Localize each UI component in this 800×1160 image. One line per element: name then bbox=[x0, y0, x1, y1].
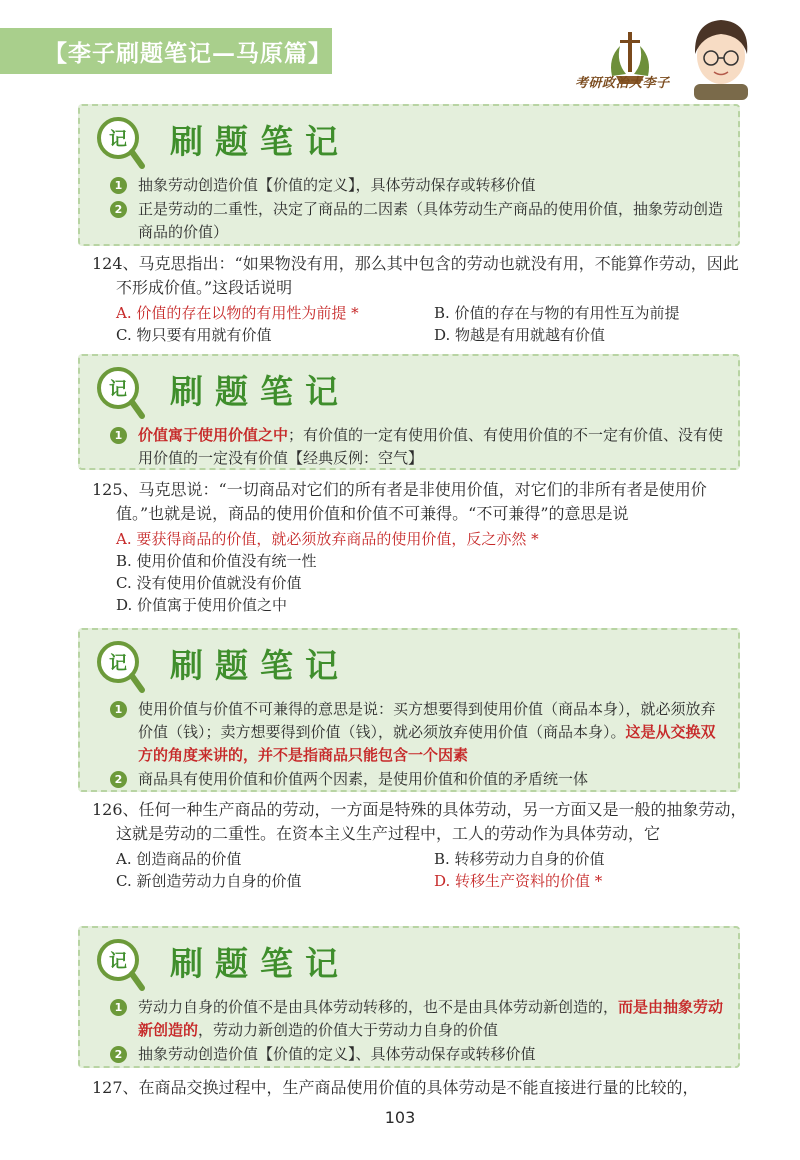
number-bullet-icon: 1 bbox=[110, 177, 127, 194]
option-d: D. 物越是有用就越有价值 bbox=[434, 326, 606, 344]
options bbox=[116, 302, 752, 346]
note-box-2 bbox=[78, 354, 740, 470]
note-text: 正是劳动的二重性，决定了商品的二因素（具体劳动生产商品的使用价值，抽象劳动创造商品的价值） bbox=[138, 200, 724, 241]
note-text: 劳动力自身的价值不是由具体劳动转移的，也不是由具体劳动新创造的， bbox=[138, 998, 619, 1016]
option-b: B. 价值的存在与物的有用性互为前提 bbox=[434, 304, 680, 322]
note-text-highlight: 这是从交换双方的角度来讲的，并不是指商品只能包含一个因素 bbox=[138, 723, 716, 764]
question-124 bbox=[92, 252, 752, 346]
badge-text: 记 bbox=[109, 129, 127, 150]
note-text: 抽象劳动创造价值【价值的定义】、具体劳动保存或转移价值 bbox=[138, 1045, 536, 1063]
note-text: 商品具有使用价值和价值两个因素，是使用价值和价值的矛盾统一体 bbox=[138, 770, 589, 788]
note-box-4 bbox=[78, 926, 740, 1068]
option-a: A. 创造商品的价值 bbox=[116, 850, 242, 868]
question-125 bbox=[92, 478, 752, 616]
question-stem: 125、马克思说：“一切商品对它们的所有者是非使用价值，对它们的非所有者是使用价值。”也就是说，商品的使用价值和价值不可兼得。“不可兼得”的意思是说 bbox=[92, 480, 707, 523]
option-a: A. 要获得商品的价值，就必须放弃商品的使用价值，反之亦然 * bbox=[116, 530, 539, 548]
option-c: C. 新创造劳动力自身的价值 bbox=[116, 872, 302, 890]
magnifier-badge-icon bbox=[92, 934, 146, 992]
magnifier-badge-icon bbox=[92, 636, 146, 694]
number-bullet-icon: 2 bbox=[110, 1046, 127, 1063]
note-text: ；有价值的一定有使用价值、有使用价值的不一定有价值、没有使用价值的一定没有价值【经典反例：空气】 bbox=[138, 426, 724, 467]
note-box-1 bbox=[78, 104, 740, 246]
note-text-highlight: 而是由抽象劳动新创造的 bbox=[138, 998, 724, 1039]
header-title: 【李子刷题笔记—马原篇】 bbox=[44, 39, 332, 67]
note-item bbox=[80, 174, 738, 197]
option-d: D. 价值寓于使用价值之中 bbox=[116, 596, 288, 614]
note-item bbox=[80, 198, 738, 244]
note-text: 使用价值与价值不可兼得的意思是说：买方想要得到使用价值（商品本身），就必须放弃价值（钱）；卖方想要得到价值（钱），就必须放弃使用价值（商品本身）。 bbox=[138, 700, 716, 741]
note-header bbox=[80, 928, 738, 996]
note-title: 刷题笔记 bbox=[170, 122, 350, 161]
note-header bbox=[80, 630, 738, 698]
option-d: D. 转移生产资料的价值 * bbox=[434, 872, 603, 890]
badge-text: 记 bbox=[109, 951, 127, 972]
magnifier-badge-icon bbox=[92, 112, 146, 170]
option-b: B. 使用价值和价值没有统一性 bbox=[116, 552, 317, 570]
badge-text: 记 bbox=[109, 653, 127, 674]
note-text-highlight: 价值寓于使用价值之中 bbox=[138, 426, 289, 444]
header-bar bbox=[0, 28, 332, 74]
note-item bbox=[80, 768, 738, 791]
note-text: 抽象劳动创造价值【价值的定义】，具体劳动保存或转移价值 bbox=[138, 176, 536, 194]
options bbox=[116, 848, 752, 892]
note-item bbox=[80, 424, 738, 470]
option-a: A. 价值的存在以物的有用性为前提 * bbox=[116, 304, 359, 322]
option-c: C. 物只要有用就有价值 bbox=[116, 326, 272, 344]
question-stem: 124、马克思指出：“如果物没有用，那么其中包含的劳动也就没有用，不能算作劳动，因此不形成价值。”这段话说明 bbox=[92, 254, 739, 297]
note-item bbox=[80, 1043, 738, 1066]
note-title: 刷题笔记 bbox=[170, 944, 350, 983]
option-b: B. 转移劳动力自身的价值 bbox=[434, 850, 605, 868]
number-bullet-icon: 1 bbox=[110, 427, 127, 444]
note-item bbox=[80, 698, 738, 767]
number-bullet-icon: 1 bbox=[110, 701, 127, 718]
note-title: 刷题笔记 bbox=[170, 646, 350, 685]
note-header bbox=[80, 356, 738, 424]
question-stem: 126、任何一种生产商品的劳动，一方面是特殊的具体劳动，另一方面又是一般的抽象劳动，这就是劳动的二重性。在资本主义生产过程中，工人的劳动作为具体劳动，它 bbox=[92, 800, 747, 843]
avatar-icon bbox=[680, 10, 762, 100]
page-number: 103 bbox=[384, 1108, 416, 1127]
note-title: 刷题笔记 bbox=[170, 372, 350, 411]
option-c: C. 没有使用价值就没有价值 bbox=[116, 574, 302, 592]
question-stem: 127、在商品交换过程中，生产商品使用价值的具体劳动是不能直接进行量的比较的， bbox=[92, 1078, 699, 1097]
number-bullet-icon: 2 bbox=[110, 201, 127, 218]
question-126 bbox=[92, 798, 752, 892]
question-127 bbox=[92, 1076, 752, 1100]
badge-text: 记 bbox=[109, 379, 127, 400]
number-bullet-icon: 1 bbox=[110, 999, 127, 1016]
number-bullet-icon: 2 bbox=[110, 771, 127, 788]
note-header bbox=[80, 106, 738, 174]
magnifier-badge-icon bbox=[92, 362, 146, 420]
note-box-3 bbox=[78, 628, 740, 792]
options bbox=[116, 528, 752, 616]
note-item bbox=[80, 996, 738, 1042]
note-text: ，劳动力新创造的价值大于劳动力自身的价值 bbox=[198, 1021, 499, 1039]
brand-text: 考研政治大李子 bbox=[575, 76, 670, 91]
